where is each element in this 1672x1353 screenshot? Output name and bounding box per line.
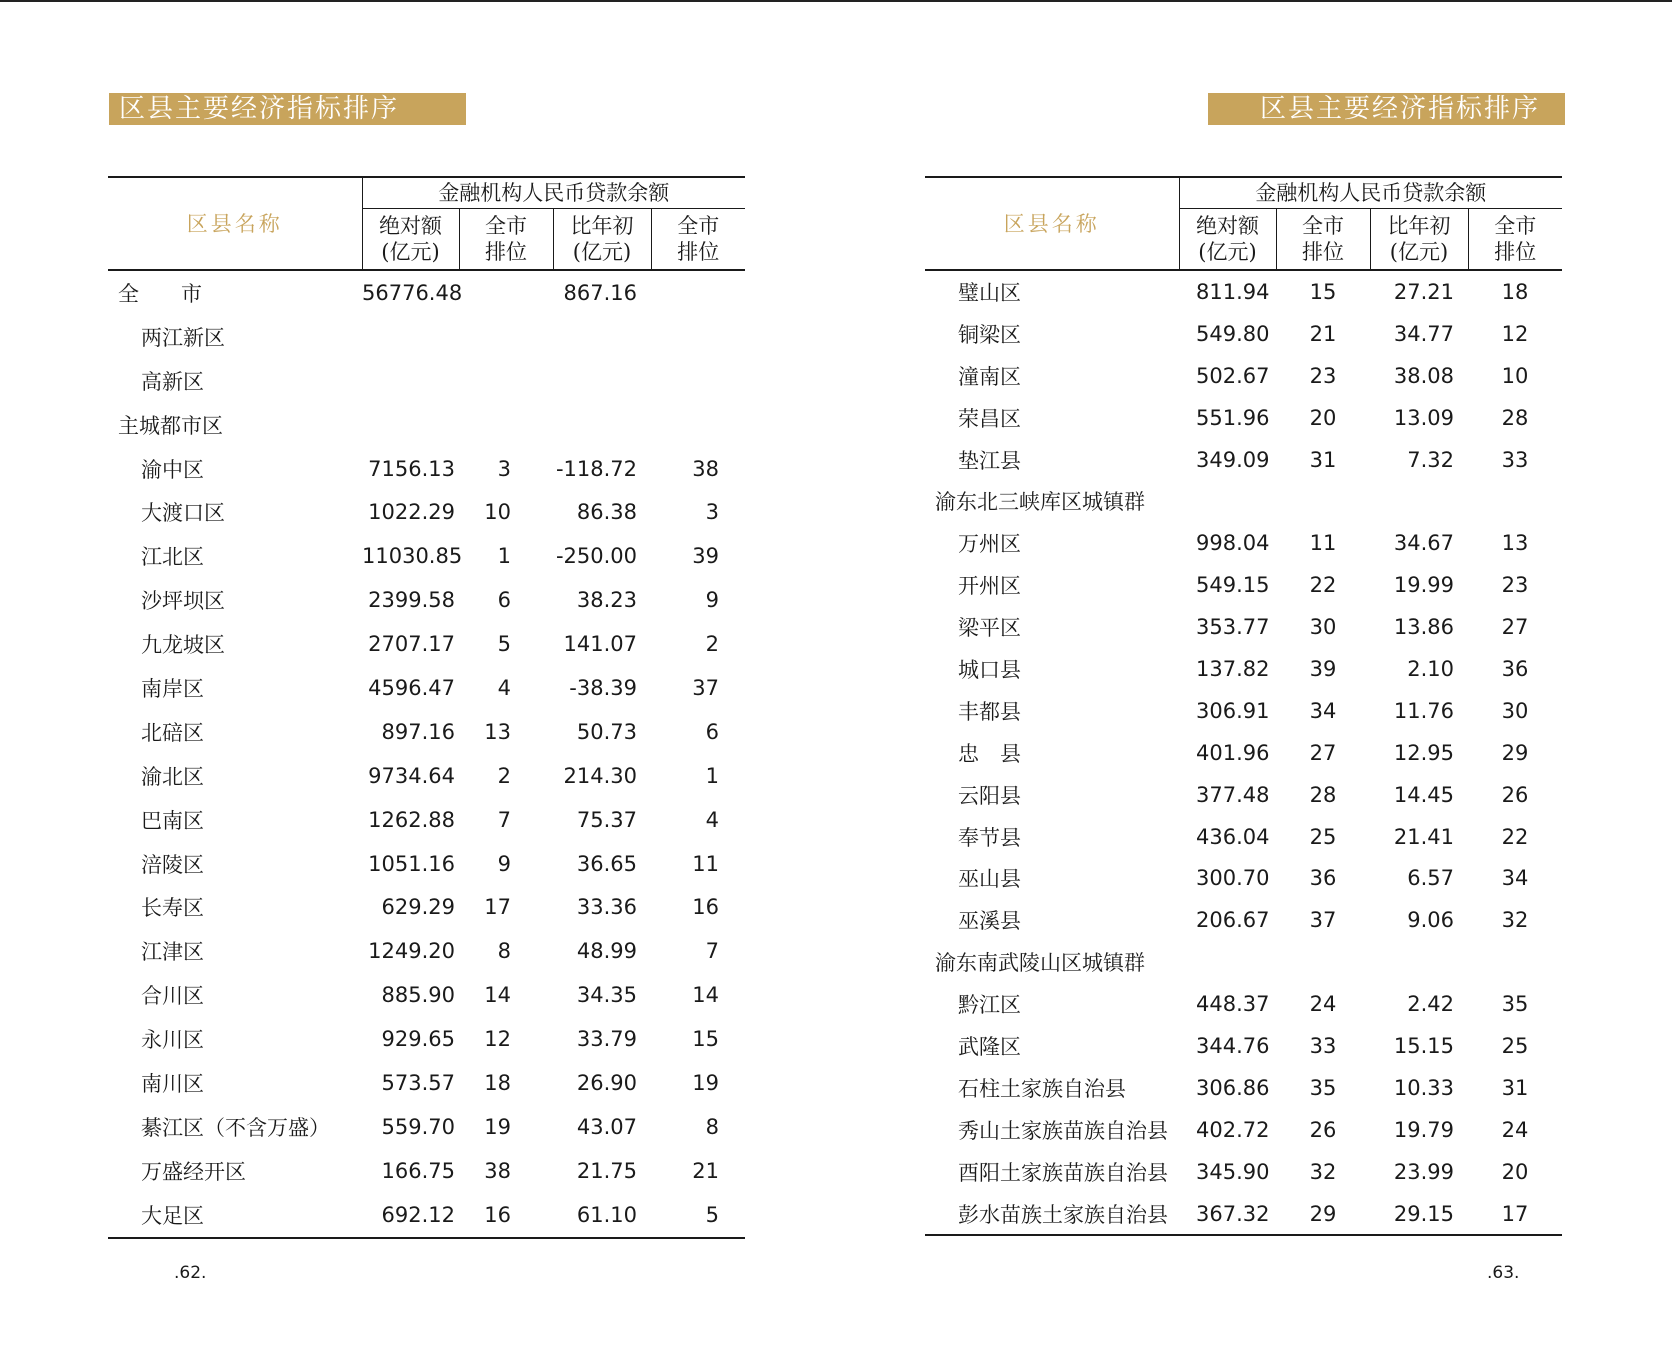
header-loan-balance: 金融机构人民币贷款余额 xyxy=(362,177,745,209)
loan-change: 7.32 xyxy=(1407,447,1454,472)
table-row xyxy=(108,798,745,842)
county-name: 北碚区 xyxy=(141,720,204,745)
city-rank: 35 xyxy=(1309,1075,1337,1100)
change-rank xyxy=(1468,480,1562,522)
change-rank: 20 xyxy=(1501,1159,1529,1184)
loan-table xyxy=(108,176,745,1239)
city-rank: 21 xyxy=(1309,321,1337,346)
table-row xyxy=(925,648,1562,690)
loan-change: 2.42 xyxy=(1407,992,1454,1017)
header-change-rank: 全市 排位 xyxy=(651,209,745,271)
table-row xyxy=(108,929,745,973)
table-row xyxy=(108,359,745,403)
table-row xyxy=(108,1193,745,1238)
right-page xyxy=(925,0,1565,1353)
change-rank: 4 xyxy=(705,807,719,832)
change-rank: 36 xyxy=(1501,656,1529,681)
change-rank: 10 xyxy=(1501,363,1529,388)
loan-change: 50.73 xyxy=(576,719,637,744)
loan-absolute: 56776.48 xyxy=(362,280,463,305)
loan-change: 33.36 xyxy=(576,895,637,920)
header-change: 比年初 (亿元) xyxy=(1370,209,1468,271)
loan-absolute: 2399.58 xyxy=(368,588,455,613)
table-row xyxy=(925,899,1562,941)
loan-absolute: 448.37 xyxy=(1196,992,1270,1017)
change-rank: 34 xyxy=(1501,866,1529,891)
loan-change xyxy=(1370,480,1468,522)
table-row xyxy=(925,941,1562,983)
header-change: 比年初 (亿元) xyxy=(553,209,651,271)
county-name: 江北区 xyxy=(141,545,204,570)
city-rank: 13 xyxy=(484,719,511,744)
left-page xyxy=(108,0,748,1353)
city-rank: 8 xyxy=(497,939,511,964)
loan-change: 6.57 xyxy=(1407,866,1454,891)
loan-absolute: 306.91 xyxy=(1196,698,1270,723)
county-name: 巫山县 xyxy=(958,867,1021,892)
table-row xyxy=(108,403,745,447)
table-row xyxy=(108,842,745,886)
city-rank: 20 xyxy=(1309,405,1337,430)
loan-change: -250.00 xyxy=(555,544,637,569)
city-rank: 4 xyxy=(497,675,511,700)
loan-change: 13.86 xyxy=(1393,615,1454,640)
county-name: 合川区 xyxy=(141,984,204,1009)
header-county-name: 区县名称 xyxy=(108,177,362,270)
loan-absolute: 436.04 xyxy=(1196,824,1270,849)
loan-change xyxy=(553,403,651,447)
table-row xyxy=(108,754,745,798)
county-name: 武隆区 xyxy=(958,1034,1021,1059)
county-name: 酉阳土家族苗族自治县 xyxy=(958,1160,1168,1185)
table-row xyxy=(108,1017,745,1061)
loan-absolute: 629.29 xyxy=(381,895,455,920)
change-rank: 27 xyxy=(1501,615,1529,640)
loan-absolute: 367.32 xyxy=(1179,1193,1276,1236)
change-rank: 19 xyxy=(692,1070,719,1095)
city-rank: 26 xyxy=(1309,1117,1337,1142)
change-rank xyxy=(651,315,745,359)
loan-change: 14.45 xyxy=(1393,782,1454,807)
page-number: .63. xyxy=(1487,1263,1520,1283)
county-name: 全 市 xyxy=(118,281,202,306)
loan-change: 36.65 xyxy=(576,851,637,876)
table-row xyxy=(108,885,745,929)
change-rank: 17 xyxy=(1468,1193,1562,1236)
loan-absolute: 306.86 xyxy=(1196,1075,1270,1100)
loan-change: 23.99 xyxy=(1393,1159,1454,1184)
loan-change: 19.79 xyxy=(1393,1117,1454,1142)
change-rank: 9 xyxy=(705,588,719,613)
table-row xyxy=(108,490,745,534)
loan-absolute: 344.76 xyxy=(1196,1033,1270,1058)
loan-change xyxy=(553,359,651,403)
table-row xyxy=(925,690,1562,732)
county-name: 渝北区 xyxy=(141,764,204,789)
header-city-rank: 全市 排位 xyxy=(459,209,553,271)
loan-absolute xyxy=(362,403,459,447)
loan-absolute: 559.70 xyxy=(381,1114,455,1139)
loan-absolute: 692.12 xyxy=(362,1193,459,1238)
city-rank: 18 xyxy=(484,1070,511,1095)
county-name: 云阳县 xyxy=(958,783,1021,808)
loan-absolute: 137.82 xyxy=(1196,656,1270,681)
change-rank: 35 xyxy=(1501,992,1529,1017)
change-rank: 13 xyxy=(1501,531,1529,556)
county-name: 垫江县 xyxy=(958,448,1021,473)
change-rank: 8 xyxy=(705,1114,719,1139)
loan-absolute: 1249.20 xyxy=(368,939,455,964)
loan-change xyxy=(553,315,651,359)
city-rank: 9 xyxy=(497,851,511,876)
county-name: 永川区 xyxy=(141,1028,204,1053)
loan-absolute: 885.90 xyxy=(381,983,455,1008)
table-row xyxy=(925,1151,1562,1193)
loan-absolute: 998.04 xyxy=(1196,531,1270,556)
change-rank: 32 xyxy=(1501,908,1529,933)
county-name: 沙坪坝区 xyxy=(141,589,225,614)
loan-change: 9.06 xyxy=(1407,908,1454,933)
loan-change: 26.90 xyxy=(576,1070,637,1095)
table-row xyxy=(108,270,745,315)
loan-absolute: 573.57 xyxy=(381,1070,455,1095)
change-rank: 39 xyxy=(692,544,719,569)
page-banner: 区县主要经济指标排序 xyxy=(1208,93,1565,125)
change-rank: 6 xyxy=(705,719,719,744)
city-rank: 33 xyxy=(1309,1033,1337,1058)
city-rank: 36 xyxy=(1309,866,1337,891)
loan-absolute: 1051.16 xyxy=(368,851,455,876)
loan-absolute: 2707.17 xyxy=(368,632,455,657)
county-name: 黔江区 xyxy=(958,993,1021,1018)
header-change-rank: 全市 排位 xyxy=(1468,209,1562,271)
county-name: 綦江区（不含万盛） xyxy=(141,1115,330,1140)
loan-absolute: 897.16 xyxy=(381,719,455,744)
change-rank: 38 xyxy=(692,456,719,481)
county-name: 渝中区 xyxy=(141,457,204,482)
change-rank: 16 xyxy=(692,895,719,920)
city-rank: 2 xyxy=(497,763,511,788)
loan-change: 12.95 xyxy=(1393,740,1454,765)
loan-change: 141.07 xyxy=(563,632,637,657)
loan-change: 29.15 xyxy=(1370,1193,1468,1236)
county-name: 石柱土家族自治县 xyxy=(958,1076,1126,1101)
city-rank xyxy=(459,359,553,403)
loan-change: 13.09 xyxy=(1393,405,1454,430)
loan-change: 38.08 xyxy=(1393,363,1454,388)
loan-change xyxy=(1370,941,1468,983)
loan-change: -118.72 xyxy=(555,456,637,481)
loan-change: 867.16 xyxy=(563,280,637,305)
table-row xyxy=(925,1067,1562,1109)
loan-change: 15.15 xyxy=(1393,1033,1454,1058)
header-county-name: 区县名称 xyxy=(925,177,1179,270)
loan-absolute: 4596.47 xyxy=(368,675,455,700)
county-name: 涪陵区 xyxy=(141,852,204,877)
change-rank xyxy=(651,270,745,315)
county-name: 忠 县 xyxy=(958,741,1021,766)
county-name: 南岸区 xyxy=(141,676,204,701)
change-rank: 2 xyxy=(705,632,719,657)
table-row xyxy=(925,1025,1562,1067)
page-number: .62. xyxy=(174,1263,207,1283)
city-rank: 31 xyxy=(1309,447,1337,472)
city-rank: 15 xyxy=(1309,279,1337,304)
table-row xyxy=(925,397,1562,439)
loan-change: 21.75 xyxy=(576,1158,637,1183)
county-name: 铜梁区 xyxy=(958,322,1021,347)
table-row xyxy=(925,774,1562,816)
county-name: 城口县 xyxy=(958,657,1021,682)
loan-absolute: 929.65 xyxy=(381,1027,455,1052)
city-rank: 23 xyxy=(1309,363,1337,388)
county-name: 彭水苗族土家族自治县 xyxy=(925,1193,1179,1236)
loan-absolute: 166.75 xyxy=(381,1158,455,1183)
change-rank: 15 xyxy=(692,1027,719,1052)
city-rank: 17 xyxy=(484,895,511,920)
loan-absolute: 811.94 xyxy=(1196,279,1270,304)
county-name: 万盛经开区 xyxy=(141,1159,246,1184)
change-rank: 12 xyxy=(1501,321,1529,346)
change-rank xyxy=(651,403,745,447)
loan-absolute: 402.72 xyxy=(1196,1117,1270,1142)
loan-absolute xyxy=(1179,480,1276,522)
loan-change: 33.79 xyxy=(576,1027,637,1052)
loan-absolute xyxy=(362,315,459,359)
header-absolute: 绝对额 (亿元) xyxy=(362,209,459,271)
change-rank: 26 xyxy=(1501,782,1529,807)
loan-absolute: 345.90 xyxy=(1196,1159,1270,1184)
loan-change: 34.77 xyxy=(1393,321,1454,346)
county-name: 潼南区 xyxy=(958,364,1021,389)
city-rank: 39 xyxy=(1309,656,1337,681)
table-row xyxy=(108,666,745,710)
city-rank: 22 xyxy=(1309,573,1337,598)
city-rank: 16 xyxy=(459,1193,553,1238)
city-rank: 3 xyxy=(497,456,511,481)
loan-change: 48.99 xyxy=(576,939,637,964)
county-name: 两江新区 xyxy=(141,325,225,350)
loan-absolute: 551.96 xyxy=(1196,405,1270,430)
county-name: 巴南区 xyxy=(141,808,204,833)
loan-absolute: 11030.85 xyxy=(362,544,463,569)
table-row xyxy=(925,606,1562,648)
loan-absolute: 1262.88 xyxy=(368,807,455,832)
change-rank: 33 xyxy=(1501,447,1529,472)
county-name: 大渡口区 xyxy=(141,501,225,526)
table-row xyxy=(925,857,1562,899)
table-row xyxy=(925,983,1562,1025)
county-name: 江津区 xyxy=(141,940,204,965)
loan-absolute: 1022.29 xyxy=(368,500,455,525)
loan-absolute: 349.09 xyxy=(1196,447,1270,472)
table-row xyxy=(108,578,745,622)
city-rank: 14 xyxy=(484,983,511,1008)
county-name: 渝东南武陵山区城镇群 xyxy=(935,951,1145,976)
city-rank xyxy=(459,315,553,359)
table-row xyxy=(108,710,745,754)
change-rank: 1 xyxy=(705,763,719,788)
change-rank xyxy=(651,359,745,403)
county-name: 璧山区 xyxy=(958,280,1021,305)
city-rank xyxy=(459,403,553,447)
change-rank: 31 xyxy=(1501,1075,1529,1100)
city-rank: 6 xyxy=(497,588,511,613)
city-rank: 1 xyxy=(497,544,511,569)
loan-change: 214.30 xyxy=(563,763,637,788)
loan-change: 21.41 xyxy=(1393,824,1454,849)
table-row xyxy=(108,622,745,666)
table-row xyxy=(925,816,1562,858)
change-rank: 21 xyxy=(692,1158,719,1183)
county-name: 丰都县 xyxy=(958,699,1021,724)
change-rank: 7 xyxy=(705,939,719,964)
city-rank: 28 xyxy=(1309,782,1337,807)
table-row xyxy=(925,270,1562,313)
county-name: 秀山土家族苗族自治县 xyxy=(958,1118,1168,1143)
loan-absolute xyxy=(1179,941,1276,983)
city-rank: 19 xyxy=(484,1114,511,1139)
loan-change: 34.67 xyxy=(1393,531,1454,556)
city-rank: 37 xyxy=(1309,908,1337,933)
county-name: 主城都市区 xyxy=(118,413,223,438)
city-rank xyxy=(459,270,553,315)
loan-absolute: 502.67 xyxy=(1196,363,1270,388)
change-rank: 23 xyxy=(1501,573,1529,598)
loan-absolute: 549.80 xyxy=(1196,321,1270,346)
loan-change: 2.10 xyxy=(1407,656,1454,681)
header-absolute: 绝对额 (亿元) xyxy=(1179,209,1276,271)
loan-absolute: 353.77 xyxy=(1196,615,1270,640)
city-rank: 5 xyxy=(497,632,511,657)
city-rank: 27 xyxy=(1309,740,1337,765)
loan-absolute: 377.48 xyxy=(1196,782,1270,807)
county-name: 荣昌区 xyxy=(958,406,1021,431)
change-rank: 5 xyxy=(651,1193,745,1238)
table-row xyxy=(925,1193,1562,1236)
city-rank: 11 xyxy=(1309,531,1337,556)
change-rank: 22 xyxy=(1501,824,1529,849)
county-name: 九龙坡区 xyxy=(141,633,225,658)
table-row xyxy=(925,355,1562,397)
loan-absolute xyxy=(362,359,459,403)
county-name: 奉节县 xyxy=(958,825,1021,850)
city-rank: 38 xyxy=(484,1158,511,1183)
loan-table xyxy=(925,176,1562,1236)
county-name: 巫溪县 xyxy=(958,909,1021,934)
city-rank xyxy=(1276,480,1370,522)
city-rank: 25 xyxy=(1309,824,1337,849)
change-rank: 18 xyxy=(1501,279,1529,304)
table-row xyxy=(925,732,1562,774)
change-rank: 37 xyxy=(692,675,719,700)
county-name: 梁平区 xyxy=(958,616,1021,641)
loan-change: 11.76 xyxy=(1393,698,1454,723)
change-rank: 30 xyxy=(1501,698,1529,723)
county-name: 高新区 xyxy=(141,369,204,394)
county-name: 南川区 xyxy=(141,1071,204,1096)
city-rank: 24 xyxy=(1309,992,1337,1017)
table-row xyxy=(925,1109,1562,1151)
city-rank: 7 xyxy=(497,807,511,832)
loan-absolute: 401.96 xyxy=(1196,740,1270,765)
loan-change: 27.21 xyxy=(1393,279,1454,304)
table-row xyxy=(108,1149,745,1193)
city-rank: 12 xyxy=(484,1027,511,1052)
page-banner: 区县主要经济指标排序 xyxy=(109,93,466,125)
county-name: 渝东北三峡库区城镇群 xyxy=(935,490,1145,515)
change-rank: 25 xyxy=(1501,1033,1529,1058)
city-rank: 30 xyxy=(1309,615,1337,640)
city-rank xyxy=(1276,941,1370,983)
county-name: 大足区 xyxy=(108,1193,362,1238)
loan-change: -38.39 xyxy=(569,675,637,700)
loan-change: 75.37 xyxy=(576,807,637,832)
table-row xyxy=(925,564,1562,606)
loan-change: 38.23 xyxy=(576,588,637,613)
change-rank: 3 xyxy=(705,500,719,525)
table-row xyxy=(925,313,1562,355)
loan-absolute: 9734.64 xyxy=(368,763,455,788)
table-row xyxy=(108,1061,745,1105)
city-rank: 10 xyxy=(484,500,511,525)
table-row xyxy=(108,973,745,1017)
loan-change: 86.38 xyxy=(576,500,637,525)
table-row xyxy=(108,534,745,578)
change-rank: 11 xyxy=(692,851,719,876)
city-rank: 29 xyxy=(1276,1193,1370,1236)
county-name: 开州区 xyxy=(958,574,1021,599)
table-row xyxy=(925,439,1562,481)
table-row xyxy=(108,1105,745,1149)
loan-change: 61.10 xyxy=(553,1193,651,1238)
city-rank: 34 xyxy=(1309,698,1337,723)
change-rank: 29 xyxy=(1501,740,1529,765)
county-name: 万州区 xyxy=(958,532,1021,557)
table-row xyxy=(108,447,745,491)
loan-absolute: 7156.13 xyxy=(368,456,455,481)
change-rank xyxy=(1468,941,1562,983)
header-city-rank: 全市 排位 xyxy=(1276,209,1370,271)
table-row xyxy=(925,480,1562,522)
change-rank: 28 xyxy=(1501,405,1529,430)
loan-change: 34.35 xyxy=(576,983,637,1008)
loan-absolute: 300.70 xyxy=(1196,866,1270,891)
change-rank: 14 xyxy=(692,983,719,1008)
table-row xyxy=(108,315,745,359)
county-name: 长寿区 xyxy=(141,896,204,921)
loan-absolute: 549.15 xyxy=(1196,573,1270,598)
loan-absolute: 206.67 xyxy=(1196,908,1270,933)
table-row xyxy=(925,522,1562,564)
loan-change: 43.07 xyxy=(576,1114,637,1139)
change-rank: 24 xyxy=(1501,1117,1529,1142)
loan-change: 19.99 xyxy=(1393,573,1454,598)
header-loan-balance: 金融机构人民币贷款余额 xyxy=(1179,177,1562,209)
loan-change: 10.33 xyxy=(1393,1075,1454,1100)
city-rank: 32 xyxy=(1309,1159,1337,1184)
